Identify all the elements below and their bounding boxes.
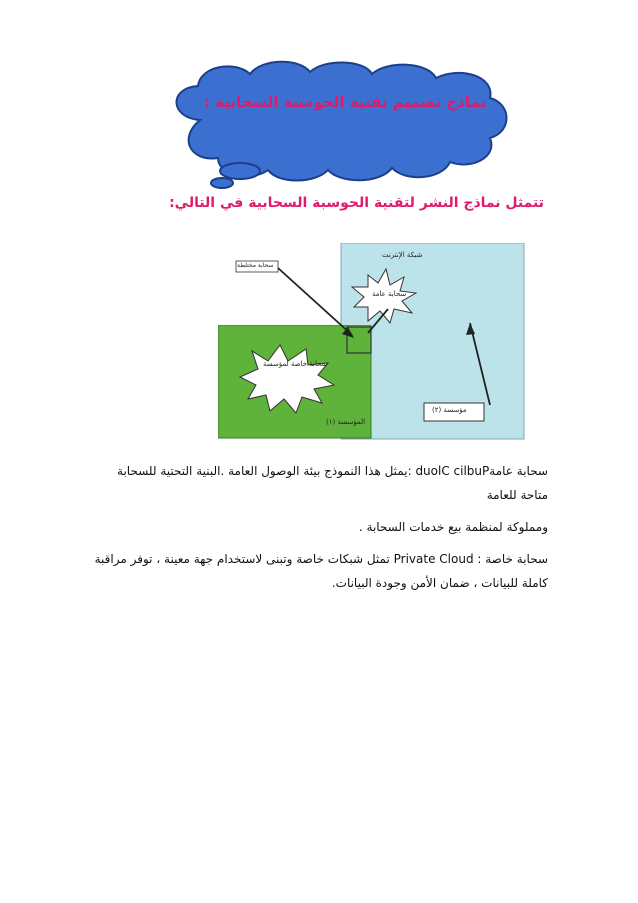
cloud-title: نماذج تصميم تقنية الحوسبة السحابية : <box>203 93 487 111</box>
public-cloud-line-1: سحابة عامةduolC cilbuP :يمثل هذا النموذج بيئة الوصول العامة .البنية التحتية للسحابة <box>117 464 548 478</box>
public-cloud-line-3: ومملوكة لمنظمة بيع خدمات السحابة . <box>358 520 548 534</box>
public-cloud-label: سحابة عامة <box>372 290 407 298</box>
page-subtitle: تتمثل نماذج النشر لتقنية الحوسبة السحابية في التالي: <box>169 195 544 211</box>
hybrid-cloud-label: سحابة مختلطة <box>237 262 274 269</box>
internet-label: شبكة الإنترنت <box>382 251 423 259</box>
org1-label: المؤسسة (١) <box>326 418 366 426</box>
cloud-banner <box>160 58 520 193</box>
private-cloud-label: سحابة خاصة لمؤسسة <box>263 360 328 368</box>
public-cloud-line-2: متاحة للعامة <box>486 488 548 502</box>
private-cloud-line-2: كاملة للبيانات ، ضمان الأمن وجودة البيانات. <box>331 576 548 590</box>
hybrid-pointer <box>278 268 352 335</box>
private-cloud-line-1: سحابة خاصة : Private Cloud تمثل شبكات خاصة وتبنى لاستخدام جهة معينة ، توفر مراقبة <box>94 552 548 566</box>
diagram-arrows <box>218 243 538 443</box>
org2-label: مؤسسة (٢) <box>432 406 467 414</box>
hybrid-frame <box>347 327 371 353</box>
hybrid-public-link <box>368 309 388 333</box>
